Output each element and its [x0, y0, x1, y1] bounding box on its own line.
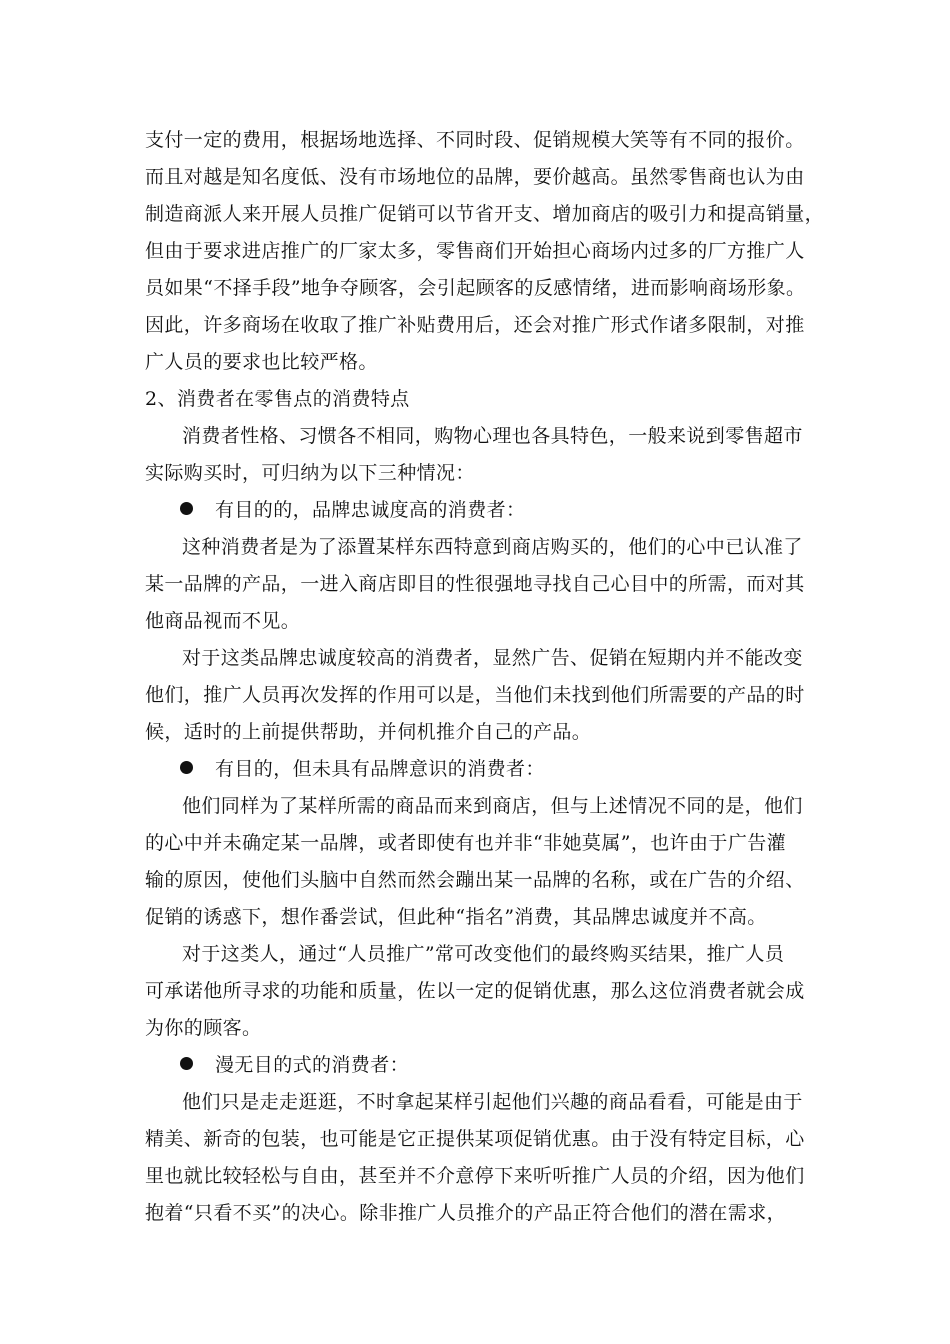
paragraph-line: 候，适时的上前提供帮助，并伺机推介自己的产品。: [145, 721, 592, 743]
paragraph-line: 制造商派人来开展人员推广促销可以节省开支、增加商店的吸引力和提高销量，: [145, 203, 825, 225]
paragraph-line: 某一品牌的产品，一进入商店即目的性很强地寻找自己心目中的所需，而对其: [145, 573, 805, 595]
paragraph-line: 对于这类人，通过“人员推广”常可改变他们的最终购买结果，推广人员: [182, 943, 785, 965]
paragraph-line: 因此，许多商场在收取了推广补贴费用后，还会对推广形式作诸多限制，对推: [145, 314, 805, 336]
paragraph-line: 的心中并未确定某一品牌，或者即使有也并非“非她莫属”，也许由于广告灌: [145, 832, 787, 854]
paragraph-line: 支付一定的费用，根据场地选择、不同时段、促销规模大笑等有不同的报价。: [145, 129, 805, 151]
section-heading: 2、消费者在零售点的消费特点: [145, 388, 410, 410]
paragraph-line: 这种消费者是为了添置某样东西特意到商店购买的，他们的心中已认准了: [182, 536, 803, 558]
paragraph-line: 广人员的要求也比较严格。: [145, 351, 378, 373]
paragraph-line: 输的原因，使他们头脑中自然而然会蹦出某一品牌的名称，或在广告的介绍、: [145, 869, 805, 891]
paragraph-line: 可承诺他所寻求的功能和质量，佐以一定的促销优惠，那么这位消费者就会成: [145, 980, 805, 1002]
bullet-icon: [180, 1057, 193, 1070]
paragraph-line: 抱着“只看不买”的决心。除非推广人员推介的产品正符合他们的潜在需求，: [145, 1202, 787, 1224]
paragraph-line: 为你的顾客。: [145, 1017, 262, 1039]
paragraph-line: 实际购买时，可归纳为以下三种情况：: [145, 462, 475, 484]
bullet-icon: [180, 502, 193, 515]
paragraph-line: 消费者性格、习惯各不相同，购物心理也各具特色，一般来说到零售超市: [182, 425, 803, 447]
paragraph-line: 员如果“不择手段”地争夺顾客，会引起顾客的反感情绪，进而影响商场形象。: [145, 277, 806, 299]
bullet-item: 有目的的，品牌忠诚度高的消费者：: [215, 499, 526, 521]
bullet-icon: [180, 761, 193, 774]
paragraph-line: 精美、新奇的包装，也可能是它正提供某项促销优惠。由于没有特定目标，心: [145, 1128, 805, 1150]
paragraph-line: 他们，推广人员再次发挥的作用可以是，当他们未找到他们所需要的产品的时: [145, 684, 805, 706]
paragraph-line: 他商品视而不见。: [145, 610, 301, 632]
bullet-item: 漫无目的式的消费者：: [215, 1054, 410, 1076]
paragraph-line: 促销的诱惑下，想作番尝试，但此种“指名”消费，其品牌忠诚度并不高。: [145, 906, 767, 928]
paragraph-line: 但由于要求进店推广的厂家太多，零售商们开始担心商场内过多的厂方推广人: [145, 240, 805, 262]
paragraph-line: 对于这类品牌忠诚度较高的消费者，显然广告、促销在短期内并不能改变: [182, 647, 803, 669]
paragraph-line: 他们同样为了某样所需的商品而来到商店，但与上述情况不同的是，他们: [182, 795, 803, 817]
bullet-item: 有目的，但未具有品牌意识的消费者：: [215, 758, 545, 780]
paragraph-line: 而且对越是知名度低、没有市场地位的品牌，要价越高。虽然零售商也认为由: [145, 166, 805, 188]
paragraph-line: 他们只是走走逛逛，不时拿起某样引起他们兴趣的商品看看，可能是由于: [182, 1091, 803, 1113]
paragraph-line: 里也就比较轻松与自由，甚至并不介意停下来听听推广人员的介绍，因为他们: [145, 1165, 805, 1187]
